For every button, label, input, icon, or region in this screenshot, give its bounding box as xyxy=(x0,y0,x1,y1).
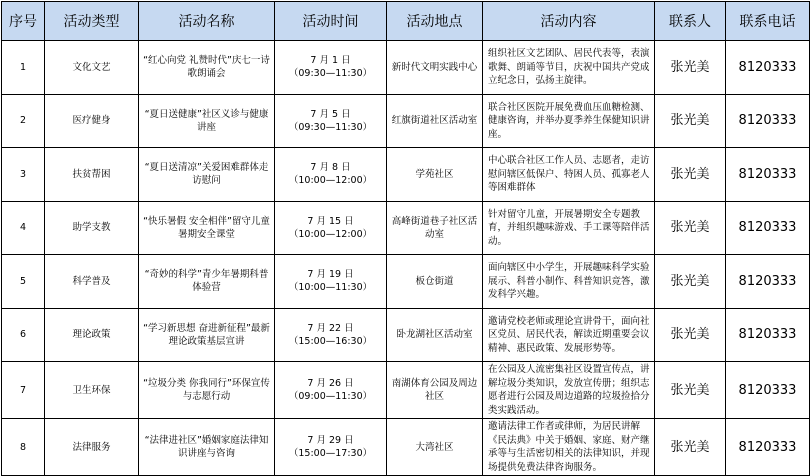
cell-time xyxy=(275,362,387,419)
table-row xyxy=(2,94,810,148)
cell-no: 8 xyxy=(2,419,45,476)
cell-hours: （15:00—17:30） xyxy=(288,448,373,459)
cell-contact: 张光美 xyxy=(655,362,726,419)
cell-place: 大湾社区 xyxy=(387,419,483,476)
cell-date: 7 月 5 日 xyxy=(310,108,351,120)
table-row xyxy=(2,419,810,476)
cell-phone: 8120333 xyxy=(726,362,810,419)
cell-type: 助学支教 xyxy=(45,201,139,255)
header-type: 活动类型 xyxy=(45,2,139,41)
cell-hours: （10:00—11:30） xyxy=(288,282,373,294)
cell-hours: （10:00—12:00） xyxy=(288,228,373,240)
table-row xyxy=(2,255,810,309)
cell-place: 南湖体育公园及周边社区 xyxy=(387,362,483,419)
cell-name: “法律进社区”婚姻家庭法律知识讲座与咨询 xyxy=(139,419,275,476)
cell-contact: 张光美 xyxy=(655,41,726,95)
header-time: 活动时间 xyxy=(275,2,387,41)
table-row xyxy=(2,41,810,95)
cell-contact: 张光美 xyxy=(655,419,726,476)
cell-date: 7 月 19 日 xyxy=(307,269,354,281)
cell-content: 邀请法律工作者或律师，为居民讲解《民法典》中关于婚姻、家庭、财产继承等与生活密切相关的法律知识，并现场提供免费法律咨询服务。 xyxy=(483,419,655,476)
cell-hours: （09:30—11:30） xyxy=(288,121,373,133)
cell-place: 学苑社区 xyxy=(387,148,483,202)
cell-type: 文化文艺 xyxy=(45,41,139,95)
cell-name: “奇妙的科学”青少年暑期科普体验营 xyxy=(139,255,275,309)
cell-contact: 张光美 xyxy=(655,308,726,362)
cell-contact: 张光美 xyxy=(655,255,726,309)
cell-date: 7 月 8 日 xyxy=(310,162,351,174)
cell-date: 7 月 1 日 xyxy=(310,55,351,67)
cell-place: 卧龙湖社区活动室 xyxy=(387,308,483,362)
cell-name: “夏日送清凉”关爱困难群体走访慰问 xyxy=(139,148,275,202)
cell-time xyxy=(275,148,387,202)
cell-date: 7 月 15 日 xyxy=(307,215,354,227)
header-row xyxy=(2,2,810,41)
cell-time xyxy=(275,41,387,95)
cell-phone: 8120333 xyxy=(726,148,810,202)
cell-time xyxy=(275,419,387,476)
cell-name: “快乐暑假 安全相伴”留守儿童暑期安全课堂 xyxy=(139,201,275,255)
cell-no: 6 xyxy=(2,308,45,362)
cell-time xyxy=(275,201,387,255)
table-row xyxy=(2,308,810,362)
header-phone: 联系电话 xyxy=(726,2,810,41)
cell-no: 2 xyxy=(2,94,45,148)
cell-content: 在公园及人流密集社区设置宣传点，讲解垃圾分类知识，发放宣传册；组织志愿者进行公园及周边道路的垃圾捡拾分类实践活动。 xyxy=(483,362,655,419)
cell-type: 科学普及 xyxy=(45,255,139,309)
cell-date: 7 月 29 日 xyxy=(307,435,354,446)
cell-phone: 8120333 xyxy=(726,419,810,476)
cell-contact: 张光美 xyxy=(655,148,726,202)
cell-name: “红心向党 礼赞时代”庆七一诗歌朗诵会 xyxy=(139,41,275,95)
cell-date: 7 月 26 日 xyxy=(307,378,354,389)
cell-place: 红旗街道社区活动室 xyxy=(387,94,483,148)
cell-type: 卫生环保 xyxy=(45,362,139,419)
cell-no: 1 xyxy=(2,41,45,95)
header-no: 序号 xyxy=(2,2,45,41)
cell-no: 4 xyxy=(2,201,45,255)
cell-phone: 8120333 xyxy=(726,41,810,95)
cell-phone: 8120333 xyxy=(726,201,810,255)
header-content: 活动内容 xyxy=(483,2,655,41)
cell-time xyxy=(275,308,387,362)
cell-contact: 张光美 xyxy=(655,201,726,255)
cell-place: 新时代文明实践中心 xyxy=(387,41,483,95)
table-row xyxy=(2,201,810,255)
cell-type: 医疗健身 xyxy=(45,94,139,148)
cell-hours: （09:30—11:30） xyxy=(288,68,373,80)
header-place: 活动地点 xyxy=(387,2,483,41)
activity-table xyxy=(1,1,810,476)
cell-content: 针对留守儿童，开展暑期安全专题教育，并组织趣味游戏、手工课等陪伴活动。 xyxy=(483,201,655,255)
cell-date: 7 月 22 日 xyxy=(307,322,354,334)
cell-contact: 张光美 xyxy=(655,94,726,148)
cell-no: 7 xyxy=(2,362,45,419)
cell-name: “夏日送健康”社区义诊与健康讲座 xyxy=(139,94,275,148)
cell-phone: 8120333 xyxy=(726,255,810,309)
table-row xyxy=(2,362,810,419)
cell-name: “垃圾分类 你我同行”环保宣传与志愿行动 xyxy=(139,362,275,419)
cell-no: 5 xyxy=(2,255,45,309)
cell-phone: 8120333 xyxy=(726,308,810,362)
header-name: 活动名称 xyxy=(139,2,275,41)
cell-place: 板仓街道 xyxy=(387,255,483,309)
cell-hours: （09:00—11:30） xyxy=(288,391,373,402)
cell-content: 组织社区文艺团队、居民代表等，表演歌舞、朗诵等节目，庆祝中国共产党成立纪念日，弘扬主旋律。 xyxy=(483,41,655,95)
cell-content: 联合社区医院开展免费血压血糖检测、健康咨询，并举办夏季养生保健知识讲座。 xyxy=(483,94,655,148)
cell-name: “学习新思想 奋进新征程”最新理论政策基层宣讲 xyxy=(139,308,275,362)
cell-place: 高峰街道巷子社区活动室 xyxy=(387,201,483,255)
cell-content: 邀请党校老师或理论宣讲骨干，面向社区党员、居民代表，解读近期重要会议精神、惠民政策、发展形势等。 xyxy=(483,308,655,362)
cell-hours: （15:00—16:30） xyxy=(288,335,373,347)
cell-type: 理论政策 xyxy=(45,308,139,362)
table-row xyxy=(2,148,810,202)
cell-time xyxy=(275,255,387,309)
cell-content: 中心联合社区工作人员、志愿者，走访慰问辖区低保户、特困人员、孤寡老人等困难群体 xyxy=(483,148,655,202)
cell-content: 面向辖区中小学生，开展趣味科学实验展示、科普小制作、科普知识竞答，激发科学兴趣。 xyxy=(483,255,655,309)
cell-time xyxy=(275,94,387,148)
header-contact: 联系人 xyxy=(655,2,726,41)
cell-hours: （10:00—12:00） xyxy=(288,175,373,187)
cell-phone: 8120333 xyxy=(726,94,810,148)
cell-no: 3 xyxy=(2,148,45,202)
cell-type: 法律服务 xyxy=(45,419,139,476)
cell-type: 扶贫帮困 xyxy=(45,148,139,202)
